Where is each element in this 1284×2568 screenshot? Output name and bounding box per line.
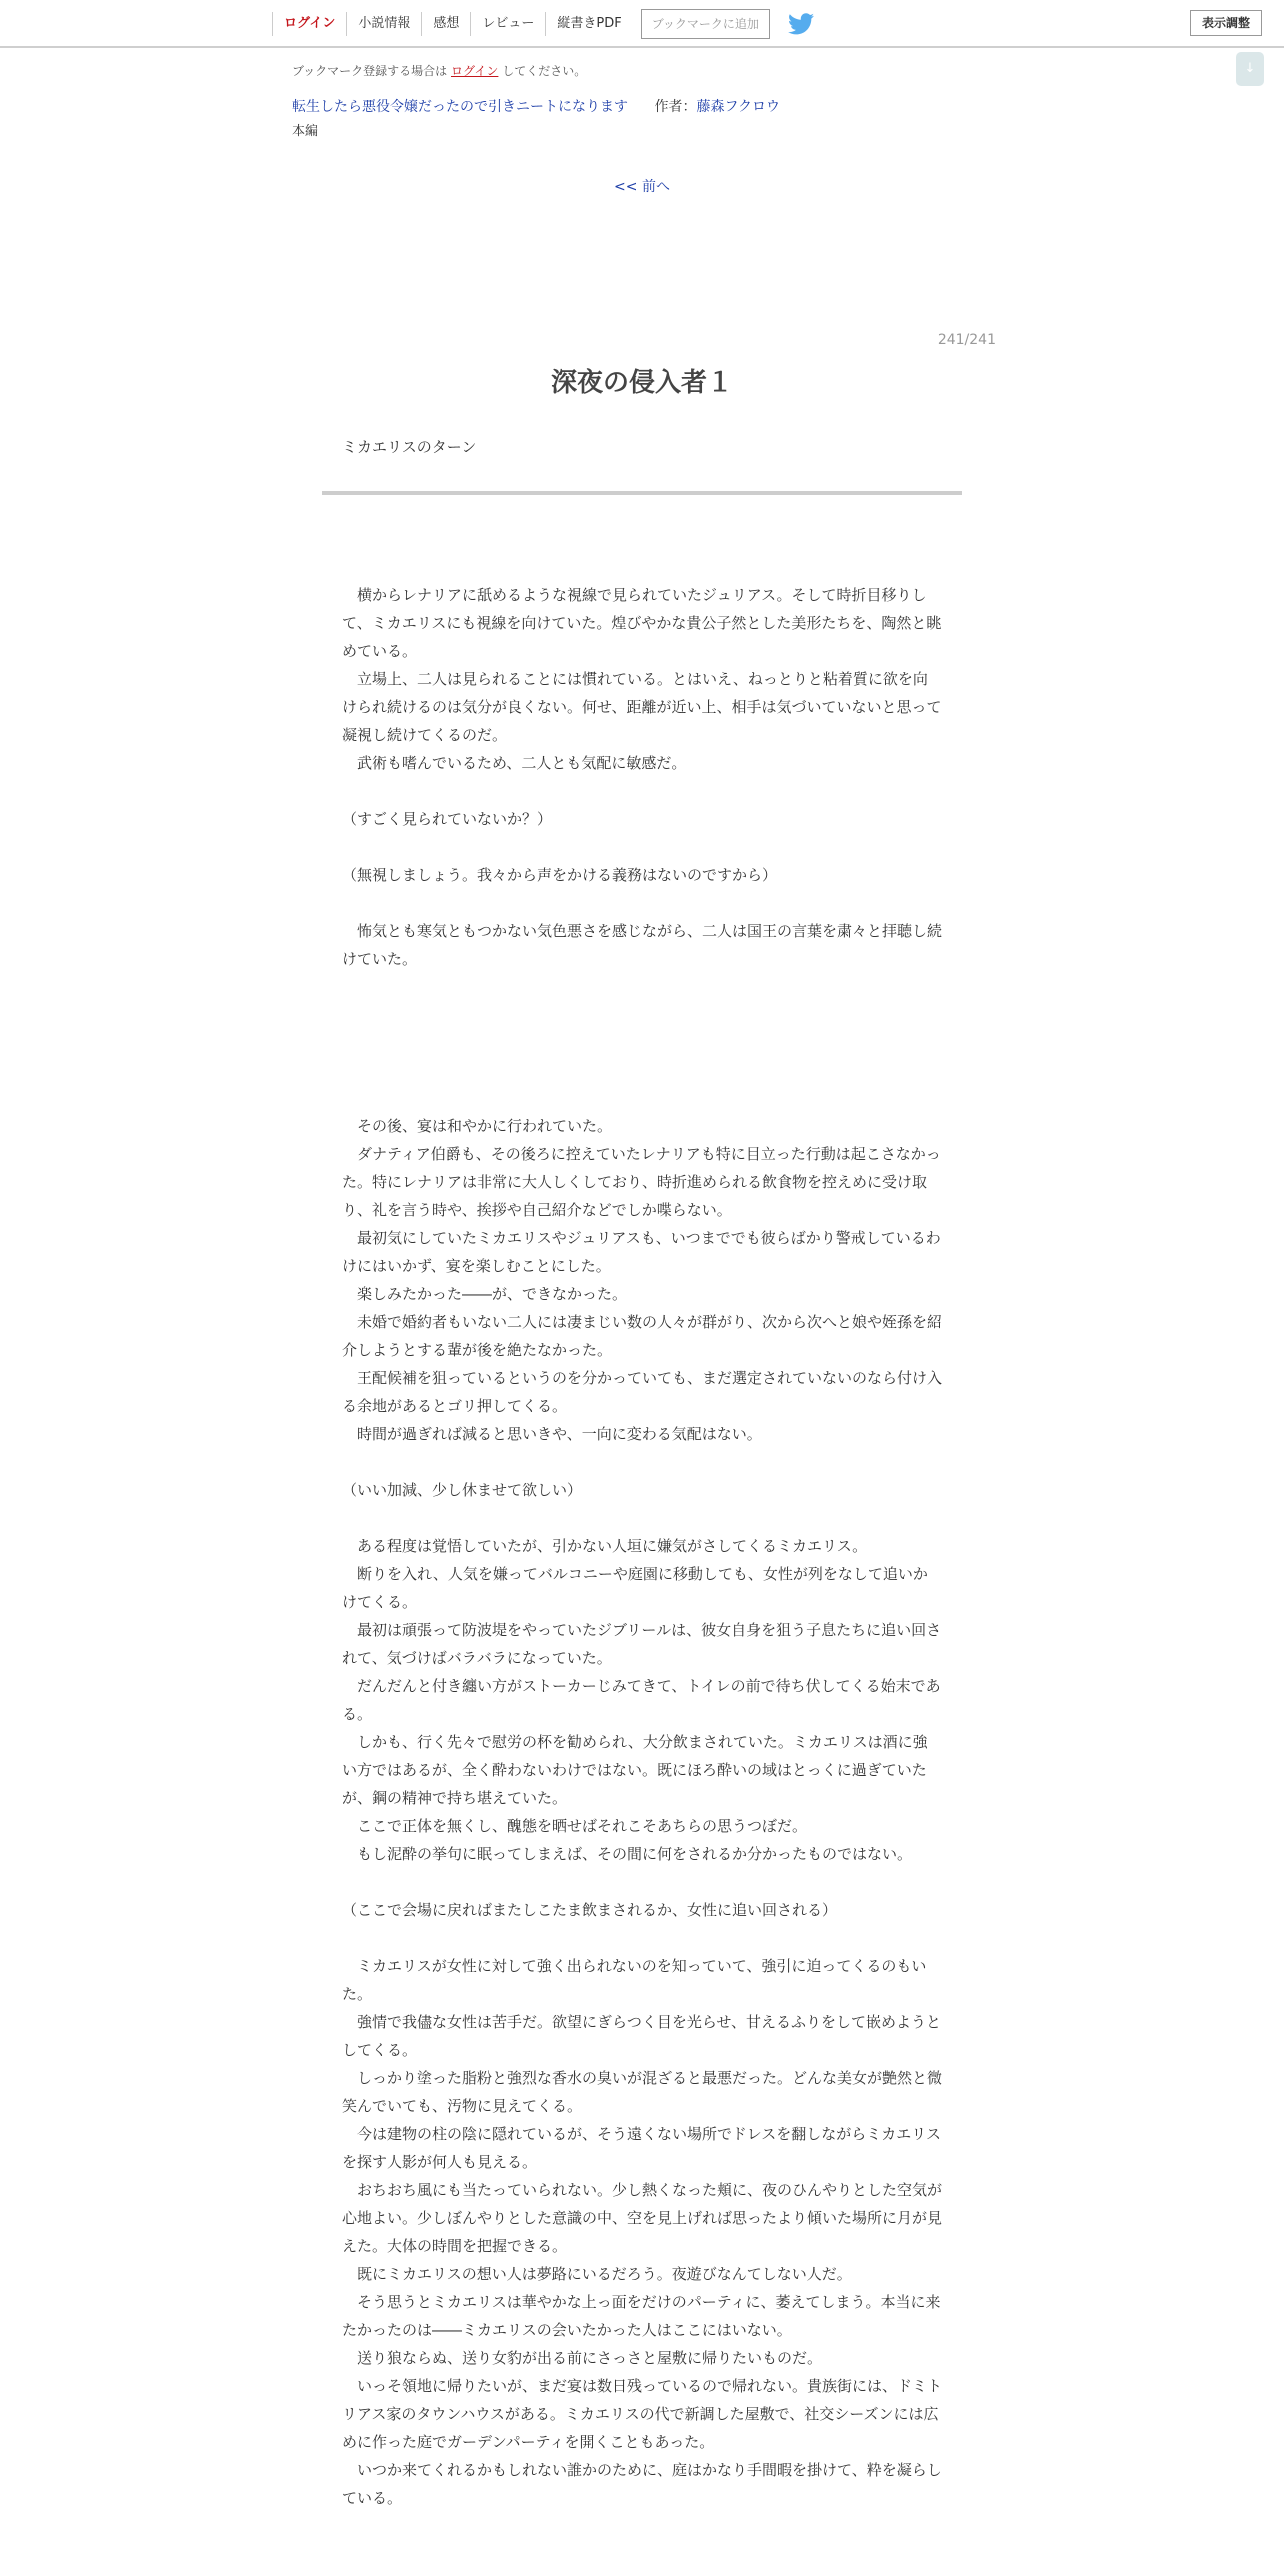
- body-paragraph: （いい加減、少し休ませて欲しい）: [342, 1481, 583, 1499]
- body-paragraph: 今は建物の柱の陰に隠れているが、そう遠くない場所でドレスを翻しながらミカエリスを探す人影が何人も見える。: [342, 2125, 941, 2171]
- preface-divider: [322, 491, 962, 495]
- twitter-icon[interactable]: [788, 13, 814, 35]
- blank-line: [342, 889, 942, 917]
- body-paragraph: もし泥酔の挙句に眠ってしまえば、その間に何をされるか分かったものではない。: [342, 1845, 913, 1863]
- chapter-title: 深夜の侵入者１: [550, 368, 733, 398]
- page-count: 241/241: [937, 332, 996, 348]
- body-paragraph: 王配候補を狙っているというのを分かっていても、まだ選定されていないのなら付け入る余地があるとゴリ押してくる。: [342, 1369, 943, 1415]
- body-paragraph: 最初は頑張って防波堤をやっていたジブリールは、彼女自身を狙う子息たちに追い回されて、気づけばバラバラになっていた。: [342, 1621, 942, 1667]
- nav-impressions-link[interactable]: 感想: [421, 12, 470, 36]
- blank-line: [342, 1924, 942, 1952]
- body-paragraph: おちおち風にも当たっていられない。少し熱くなった頬に、夜のひんやりとした空気が心地よい。少しぼんやりとした意識の中、空を見上げれば思ったより傾いた場所に月が見えた。大体の時間を把握できる。: [342, 2181, 943, 2255]
- prev-page-link: [0, 176, 1284, 196]
- body-paragraph: ここで正体を無くし、醜態を晒せばそれこそあちらの思うつぼだ。: [342, 1817, 808, 1835]
- blank-line: [342, 1504, 942, 1532]
- nav-novel-info-link[interactable]: 小説情報: [346, 12, 421, 36]
- body-paragraph: ミカエリスが女性に対して強く出られないのを知っていて、強引に迫ってくるのもいた。: [342, 1957, 927, 2003]
- author-name-link[interactable]: 藤森フクロウ: [696, 99, 781, 115]
- body-paragraph: 立場上、二人は見られることには慣れている。とはいえ、ねっとりと粘着質に欲を向けられ続けるのは気分が良くない。何せ、距離が近い上、相手は気づいていないと思って凝視し続けてくるのだ。: [342, 670, 942, 744]
- body-paragraph: 武術も嗜んでいるため、二人とも気配に敏感だ。: [342, 754, 687, 772]
- body-paragraph: （すごく見られていないか？）: [342, 810, 553, 828]
- body-paragraph: ダナティア伯爵も、その後ろに控えていたレナリアも特に目立った行動は起こさなかった。特にレナリアは非常に大人しくしており、時折進められる飲食物を控えめに受け取り、礼を言う時や、挨拶や自己紹介などでしか喋らない。: [342, 1145, 941, 1219]
- login-notice: [292, 62, 586, 79]
- blank-line: [342, 1448, 942, 1476]
- chapter-preface: ミカエリスのターン: [342, 438, 477, 456]
- login-notice-text-before: ブックマーク登録する場合は: [292, 64, 448, 78]
- body-paragraph: 怖気とも寒気ともつかない気色悪さを感じながら、二人は国王の言葉を粛々と拝聴し続けていた。: [342, 922, 943, 968]
- top-nav: [0, 0, 1284, 48]
- body-paragraph: 未婚で婚約者もいない二人には凄まじい数の人々が群がり、次から次へと娘や姪孫を紹介しようとする輩が後を絶たなかった。: [342, 1313, 943, 1359]
- body-paragraph: （ここで会場に戻ればまたしこたま飲まされるか、女性に追い回される）: [342, 1901, 838, 1919]
- scroll-down-arrow-icon[interactable]: ↓: [1236, 52, 1264, 86]
- blank-line: [342, 777, 942, 805]
- body-paragraph: いっそ領地に帰りたいが、まだ宴は数日残っているので帰れない。貴族街には、ドミトリアス家のタウンハウスがある。ミカエリスの代で新調した屋敷で、社交シーズンには広めに作った庭でガーデンパーティを開くこともあった。: [342, 2377, 943, 2451]
- body-paragraph: だんだんと付き纏い方がストーカーじみてきて、トイレの前で待ち伏してくる始末である。: [342, 1677, 941, 1723]
- body-paragraph: しっかり塗った脂粉と強烈な香水の臭いが混ざると最悪だった。どんな美女が艶然と微笑んでいても、汚物に見えてくる。: [342, 2069, 943, 2115]
- body-paragraph: いつか来てくれるかもしれない誰かのために、庭はかなり手間暇を掛けて、粋を凝らしている。: [342, 2461, 942, 2507]
- body-paragraph: しかも、行く先々で慰労の杯を勧められ、大分飲まされていた。ミカエリスは酒に強い方ではあるが、全く酔わないわけではない。既にほろ酔いの域はとっくに過ぎていたが、鋼の精神で持ち堪えていた。: [342, 1733, 928, 1807]
- bookmark-add-button[interactable]: ブックマークに追加: [641, 9, 770, 39]
- body-paragraph: （無視しましょう。我々から声をかける義務はないのですから）: [342, 866, 778, 884]
- body-paragraph: ある程度は覚悟していたが、引かない人垣に嫌気がさしてくるミカエリス。: [342, 1537, 868, 1555]
- blank-line: [342, 833, 942, 861]
- nav-review-link[interactable]: レビュー: [470, 12, 545, 36]
- nav-vertical-pdf-link[interactable]: 縦書きPDF: [545, 12, 632, 36]
- chapter-section-label: 本編: [292, 124, 319, 139]
- author-label: 作者：: [654, 99, 697, 115]
- body-paragraph: 時間が過ぎれば減ると思いきや、一向に変わる気配はない。: [342, 1425, 762, 1443]
- login-notice-link[interactable]: ログイン: [451, 64, 499, 78]
- body-paragraph: 送り狼ならぬ、送り女豹が出る前にさっさと屋敷に帰りたいものだ。: [342, 2349, 823, 2367]
- nav-menu: [272, 12, 814, 36]
- blank-line: [342, 1868, 942, 1896]
- body-paragraph: その後、宴は和やかに行われていた。: [342, 1117, 613, 1135]
- body-paragraph: 既にミカエリスの想い人は夢路にいるだろう。夜遊びなんてしない人だ。: [342, 2265, 852, 2283]
- chapter-body-part-2: [342, 1112, 942, 2512]
- body-paragraph: そう思うとミカエリスは華やかな上っ面をだけのパーティに、萎えてしまう。本当に来たかったのは――ミカエリスの会いたかった人はここにはいない。: [342, 2293, 941, 2339]
- login-notice-text-after: してください。: [502, 64, 587, 78]
- prev-page-link-text[interactable]: << 前へ: [614, 179, 670, 195]
- body-paragraph: 強情で我儘な女性は苦手だ。欲望にぎらつく目を光らせ、甘えるふりをして嵌めようとしてくる。: [342, 2013, 941, 2059]
- display-settings-button[interactable]: 表示調整: [1190, 10, 1262, 36]
- body-paragraph: 最初気にしていたミカエリスやジュリアスも、いつまででも彼らばかり警戒しているわけにはいかず、宴を楽しむことにした。: [342, 1229, 941, 1275]
- novel-info-line: [292, 96, 780, 116]
- body-paragraph: 横からレナリアに舐めるような視線で見られていたジュリアス。そして時折目移りして、ミカエリスにも視線を向けていた。煌びやかな貴公子然とした美形たちを、陶然と眺めている。: [342, 586, 942, 660]
- nav-login-link[interactable]: ログイン: [272, 12, 346, 36]
- body-paragraph: 断りを入れ、人気を嫌ってバルコニーや庭園に移動しても、女性が列をなして追いかけてくる。: [342, 1565, 928, 1611]
- novel-title-link[interactable]: 転生したら悪役令嬢だったので引きニートになります: [292, 99, 628, 115]
- twitter-bird-shape: [788, 13, 814, 34]
- body-paragraph: 楽しみたかった――が、できなかった。: [342, 1285, 628, 1303]
- chapter-body-part-1: [342, 581, 942, 973]
